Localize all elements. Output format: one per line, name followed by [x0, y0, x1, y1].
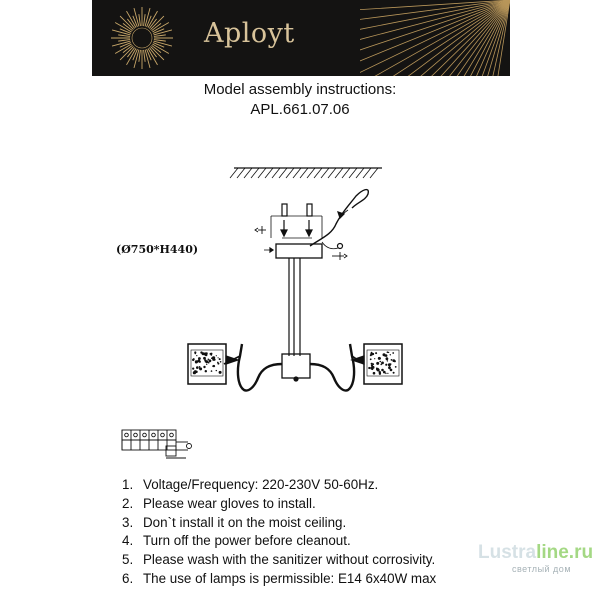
power-wire [310, 190, 368, 246]
ceiling-hatch [230, 168, 382, 178]
left-arm [238, 344, 282, 391]
wiring-terminal-icon [122, 430, 192, 458]
watermark-tagline: светлый дом [512, 564, 572, 574]
sun-logo-icon [110, 6, 174, 70]
model-number: APL.661.07.06 [250, 101, 350, 118]
instruction-item: 5. Please wash with the sanitizer without corrosivity. [122, 552, 436, 568]
watermark-main: Lustra [478, 542, 537, 563]
central-rod [289, 258, 300, 356]
center-hub [282, 354, 310, 378]
mounting-screws-icon [271, 204, 322, 238]
instructions-list [122, 476, 436, 589]
instruction-item: 4. Turn off the power before cleanout. [122, 533, 351, 549]
screwdriver-left-icon [255, 226, 266, 234]
decorative-rays [360, 0, 510, 76]
screwdriver-right-icon [332, 252, 347, 260]
brand-banner [92, 0, 510, 76]
dimensions-label: (Ø750*H440) [116, 243, 199, 256]
instruction-item: 2. Please wear gloves to install. [122, 495, 316, 511]
document-title: Model assembly instructions: [203, 81, 397, 98]
right-lamp-shade [352, 344, 402, 384]
watermark-brand [478, 542, 593, 564]
instruction-item: 3. Don`t install it on the moist ceiling. [122, 514, 347, 530]
right-arm [310, 344, 354, 391]
left-lamp-shade [188, 344, 238, 384]
brand-name: Aployt [204, 18, 295, 49]
instruction-item: 6. The use of lamps is permissible: E14 6x40W max [122, 570, 437, 586]
assembly-diagram [100, 150, 500, 480]
watermark-accent: line.ru [536, 542, 594, 563]
canopy [276, 244, 322, 258]
instruction-item: 1. Voltage/Frequency: 220-230V 50-60Hz. [122, 477, 379, 492]
